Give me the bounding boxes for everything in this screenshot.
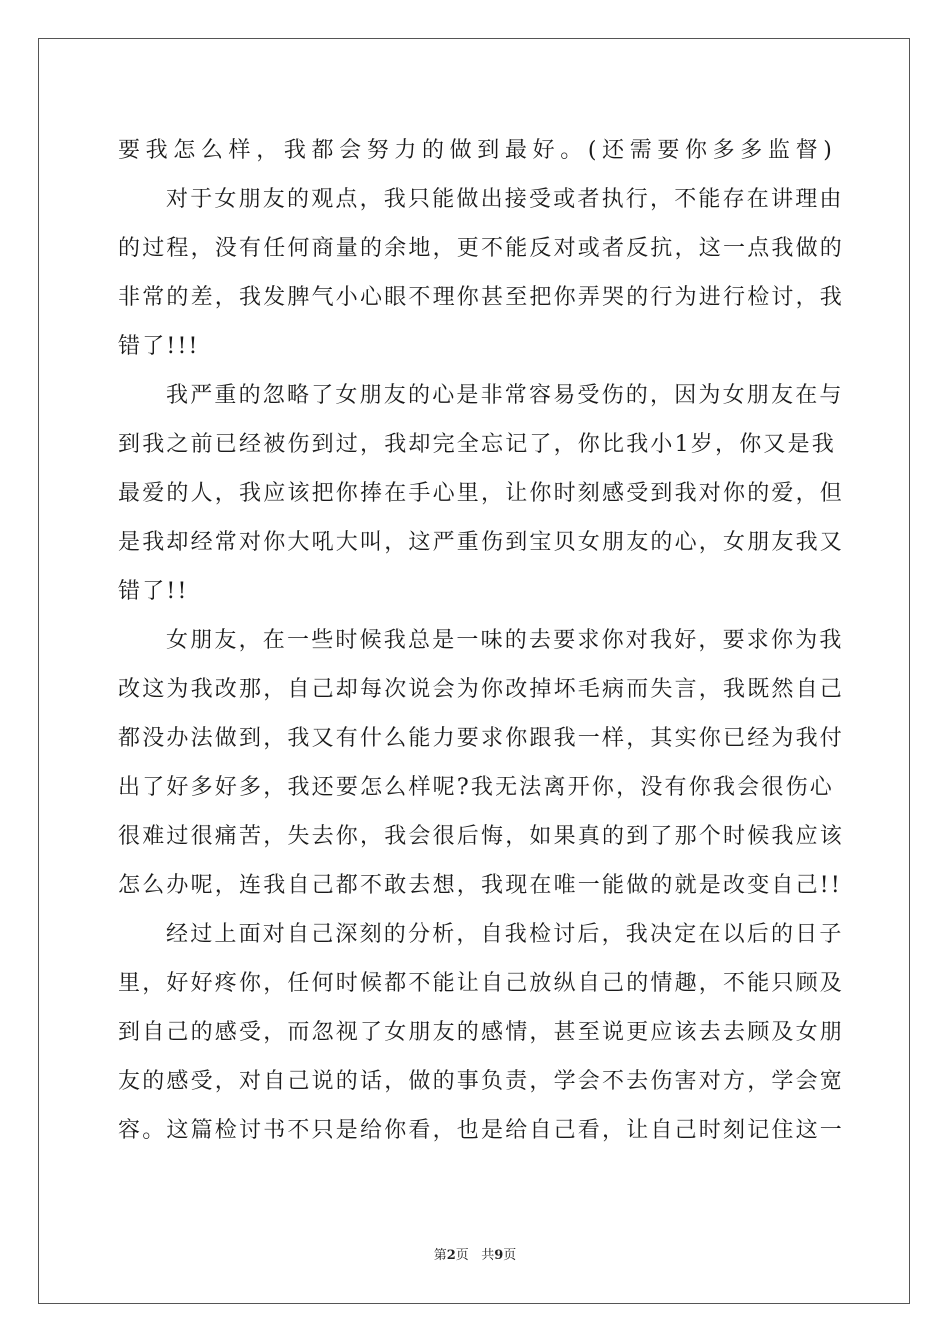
text-line: 出了好多好多，我还要怎么样呢?我无法离开你，没有你我会很伤心	[118, 775, 834, 800]
paragraph-first-line: 女朋友，在一些时候我总是一味的去要求你对我好，要求你为我	[166, 628, 844, 653]
text-line: 都没办法做到，我又有什么能力要求你跟我一样，其实你已经为我付	[118, 726, 845, 751]
page-label-suffix: 页	[503, 1248, 517, 1263]
paragraph-first-line: 我严重的忽略了女朋友的心是非常容易受伤的，因为女朋友在与	[166, 383, 844, 408]
text-line: 最爱的人，我应该把你捧在手心里，让你时刻感受到我对你的爱，但	[118, 481, 845, 506]
text-line: 很难过很痛苦，失去你，我会很后悔，如果真的到了那个时候我应该	[118, 824, 845, 849]
paragraph-last-line: 错了!!!	[118, 334, 200, 359]
text-line: 的过程，没有任何商量的余地，更不能反对或者反抗，这一点我做的	[118, 236, 845, 261]
total-pages: 9	[494, 1248, 504, 1263]
page-number: 2	[446, 1248, 456, 1263]
text-line: 要我怎么样，我都会努力的做到最好。(还需要你多多监督)	[118, 138, 834, 163]
page-label-mid: 页 共	[455, 1248, 495, 1263]
paragraph-first-line: 对于女朋友的观点，我只能做出接受或者执行，不能存在讲理由	[166, 187, 844, 212]
text-line: 到我之前已经被伤到过，我却完全忘记了，你比我小1岁，你又是我	[118, 432, 836, 457]
paragraph-last-line: 错了!!	[118, 579, 189, 604]
page-footer	[0, 1244, 950, 1263]
paragraph-last-line: 怎么办呢，连我自己都不敢去想，我现在唯一能做的就是改变自己!!	[118, 873, 842, 898]
text-line: 改这为我改那，自己却每次说会为你改掉坏毛病而失言，我既然自己	[118, 677, 845, 702]
page-label-prefix: 第	[433, 1248, 447, 1263]
text-line: 友的感受，对自己说的话，做的事负责，学会不去伤害对方，学会宽	[118, 1069, 845, 1094]
text-line: 是我却经常对你大吼大叫，这严重伤到宝贝女朋友的心，女朋友我又	[118, 530, 845, 555]
text-line: 容。这篇检讨书不只是给你看，也是给自己看，让自己时刻记住这一	[118, 1118, 845, 1143]
text-line: 到自己的感受，而忽视了女朋友的感情，甚至说更应该去去顾及女朋	[118, 1020, 845, 1045]
text-line: 里，好好疼你，任何时候都不能让自己放纵自己的情趣，不能只顾及	[118, 971, 845, 996]
text-line: 非常的差，我发脾气小心眼不理你甚至把你弄哭的行为进行检讨，我	[118, 285, 845, 310]
paragraph-first-line: 经过上面对自己深刻的分析，自我检讨后，我决定在以后的日子	[166, 922, 844, 947]
document-body	[118, 126, 845, 1155]
